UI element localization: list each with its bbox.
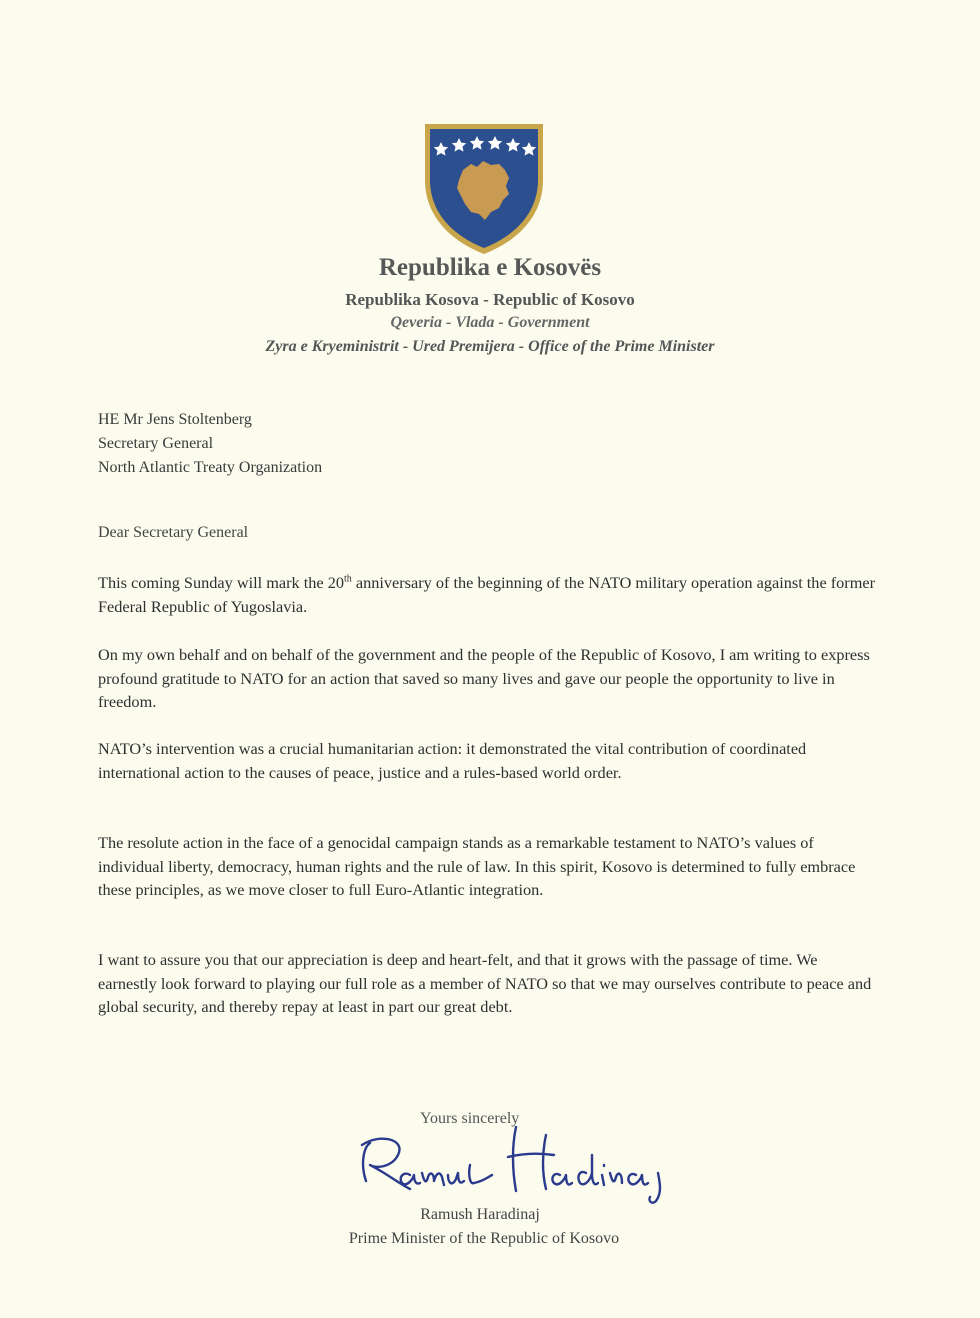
recipient-organization: North Atlantic Treaty Organization <box>98 459 323 476</box>
letterhead-office: Zyra e Kryeministrit - Ured Premijera - Office of the Prime Minister <box>265 338 715 355</box>
letterhead-government: Qeveria - Vlada - Government <box>390 314 590 331</box>
recipient-name: HE Mr Jens Stoltenberg <box>98 411 252 428</box>
letterhead-title: Republika e Kosovës <box>378 254 602 281</box>
paragraph-1 <box>98 571 878 618</box>
letterhead-subtitle: Republika Kosova - Republic of Kosovo <box>345 290 635 309</box>
paragraph-2: On my own behalf and on behalf of the government and the people of the Republic of Kosovo, I am writing to express profound gratitude to NATO for an action that saved so many lives and gave our people the opportunity to live in freedom. <box>98 645 870 711</box>
signature-image <box>340 1125 700 1205</box>
salutation: Dear Secretary General <box>98 524 249 541</box>
paragraph-3: NATO’s intervention was a crucial humanitarian action: it demonstrated the vital contribution of coordinated international action to the causes of peace, justice and a rules-based world order. <box>98 739 807 782</box>
paragraph-1-start: This coming Sunday will mark the 20 <box>98 573 344 592</box>
signer-title: Prime Minister of the Republic of Kosovo <box>348 1230 620 1247</box>
ordinal-suffix: th <box>344 573 352 585</box>
closing: Yours sincerely <box>420 1110 520 1127</box>
coat-of-arms-icon <box>419 118 549 258</box>
paragraph-5: I want to assure you that our appreciation is deep and heart-felt, and that it grows with the passage of time. We earnestly look forward to playing our full role as a member of NATO so that we may ourselves contribute to peace and global security, and thereby repay at least in part our great debt. <box>98 950 872 1016</box>
recipient-title: Secretary General <box>98 435 214 452</box>
signer-name: Ramush Haradinaj <box>420 1206 540 1223</box>
paragraph-1-end: anniversary of the beginning of the NATO military operation against the former Federal Republic of Yugoslavia. <box>98 573 876 616</box>
recipient-address <box>98 408 322 480</box>
paragraph-4: The resolute action in the face of a genocidal campaign stands as a remarkable testament to NATO’s values of individual liberty, democracy, human rights and the rule of law. In this spirit, Kosovo is determined to fully embrace these principles, as we move closer to full Euro-Atlantic integration. <box>98 833 856 899</box>
